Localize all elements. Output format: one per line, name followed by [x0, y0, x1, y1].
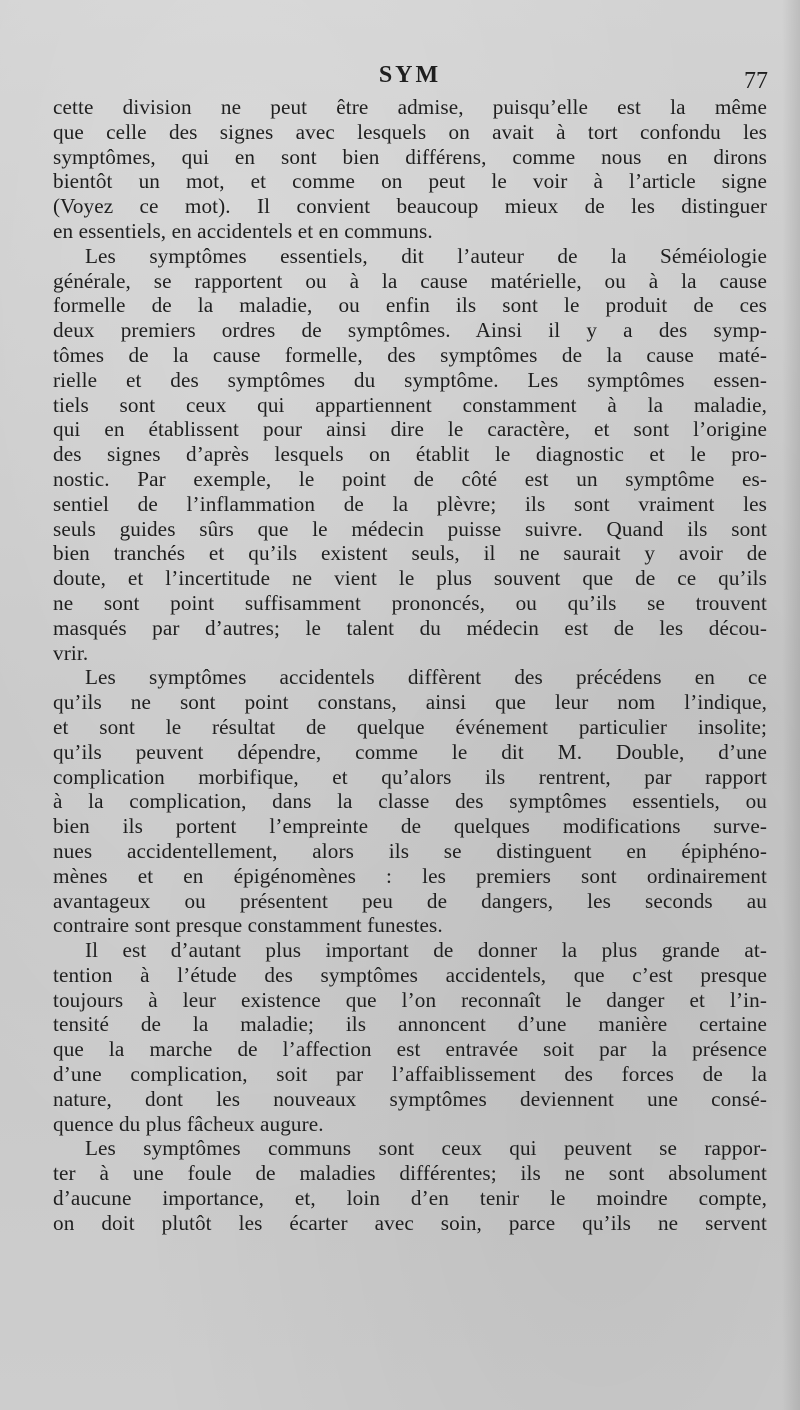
text-line: rielle et des symptômes du symptôme. Les symptômes essen-: [53, 367, 767, 392]
text-line: d’aucune importance, et, loin d’en tenir le moindre compte,: [53, 1186, 767, 1211]
text-line: on doit plutôt les écarter avec soin, parce qu’ils ne servent: [53, 1210, 767, 1235]
page-edge-shadow: [782, 0, 800, 1410]
text-line: bien ils portent l’empreinte de quelques modifications surve-: [53, 814, 767, 839]
text-line: mènes et en épigénomènes : les premiers sont ordinairement: [53, 863, 767, 888]
text-line: générale, se rapportent ou à la cause matérielle, ou à la cause: [53, 268, 767, 293]
text-line: formelle de la maladie, ou enfin ils sont le produit de ces: [53, 293, 767, 318]
page-header: [52, 62, 768, 96]
text-line: tiels sont ceux qui appartiennent constamment à la maladie,: [53, 392, 767, 417]
text-line: avantageux ou présentent peu de dangers, les seconds au: [53, 888, 767, 913]
text-line: en essentiels, en accidentels et en communs.: [53, 218, 433, 243]
text-line: bien tranchés et qu’ils existent seuls, il ne saurait y avoir de: [53, 541, 767, 566]
paragraph-start-line: Les symptômes essentiels, dit l’auteur de la Séméiologie: [85, 243, 767, 268]
text-line: d’une complication, soit par l’affaiblissement des forces de la: [53, 1062, 767, 1087]
text-line: contraire sont presque constamment funestes.: [53, 913, 443, 938]
text-line: que la marche de l’affection est entravée soit par la présence: [53, 1037, 767, 1062]
text-line: vrir.: [53, 640, 89, 665]
paragraph-start-line: Les symptômes communs sont ceux qui peuvent se rappor-: [85, 1136, 767, 1161]
text-line: complication morbifique, et qu’alors ils rentrent, par rapport: [53, 764, 767, 789]
text-line: quence du plus fâcheux augure.: [53, 1111, 324, 1136]
text-line: qu’ils ne sont point constans, ainsi que leur nom l’indique,: [53, 690, 767, 715]
text-line: tention à l’étude des symptômes accidentels, que c’est presque: [53, 962, 767, 987]
paragraph-start-line: Il est d’autant plus important de donner la plus grande at-: [85, 938, 767, 963]
text-line: que celle des signes avec lesquels on avait à tort confondu les: [53, 119, 767, 144]
paragraph-start-line: Les symptômes accidentels diffèrent des précédens en ce: [85, 665, 767, 690]
text-line: nues accidentellement, alors ils se distinguent en épiphéno-: [53, 838, 767, 863]
text-line: masqués par d’autres; le talent du médecin est de les décou-: [53, 615, 767, 640]
text-line: deux premiers ordres de symptômes. Ainsi il y a des symp-: [53, 318, 767, 343]
running-head: SYM: [378, 62, 442, 88]
text-line: bientôt un mot, et comme on peut le voir à l’article signe: [53, 169, 767, 194]
text-line: tensité de la maladie; ils annoncent d’une manière certaine: [53, 1012, 767, 1037]
text-line: symptômes, qui en sont bien différens, comme nous en dirons: [53, 144, 767, 169]
text-line: ne sont point suffisamment prononcés, ou qu’ils se trouvent: [53, 590, 767, 615]
text-line: ter à une foule de maladies différentes; ils ne sont absolument: [53, 1161, 767, 1186]
text-line: nature, dont les nouveaux symptômes deviennent une consé-: [53, 1086, 767, 1111]
text-line: toujours à leur existence que l’on reconnaît le danger et l’in-: [53, 987, 767, 1012]
text-line: seuls guides sûrs que le médecin puisse suivre. Quand ils sont: [53, 516, 767, 541]
text-line: (Voyez ce mot). Il convient beaucoup mieux de les distinguer: [53, 194, 767, 219]
text-line: tômes de la cause formelle, des symptômes de la cause maté-: [53, 342, 767, 367]
text-line: des signes d’après lesquels on établit le diagnostic et le pro-: [53, 442, 767, 467]
body-text: [53, 95, 767, 1236]
text-line: et sont le résultat de quelque événement particulier insolite;: [53, 714, 767, 739]
text-line: qui en établissent pour ainsi dire le caractère, et sont l’origine: [53, 417, 767, 442]
text-line: doute, et l’incertitude ne vient le plus souvent que de ce qu’ils: [53, 566, 767, 591]
text-line: cette division ne peut être admise, puisqu’elle est la même: [53, 95, 767, 119]
text-line: qu’ils peuvent dépendre, comme le dit M. Double, d’une: [53, 739, 767, 764]
page-number: 77: [744, 68, 768, 94]
text-line: sentiel de l’inflammation de la plèvre; ils sont vraiment les: [53, 491, 767, 516]
text-line: nostic. Par exemple, le point de côté est un symptôme es-: [53, 466, 767, 491]
text-line: à la complication, dans la classe des symptômes essentiels, ou: [53, 789, 767, 814]
